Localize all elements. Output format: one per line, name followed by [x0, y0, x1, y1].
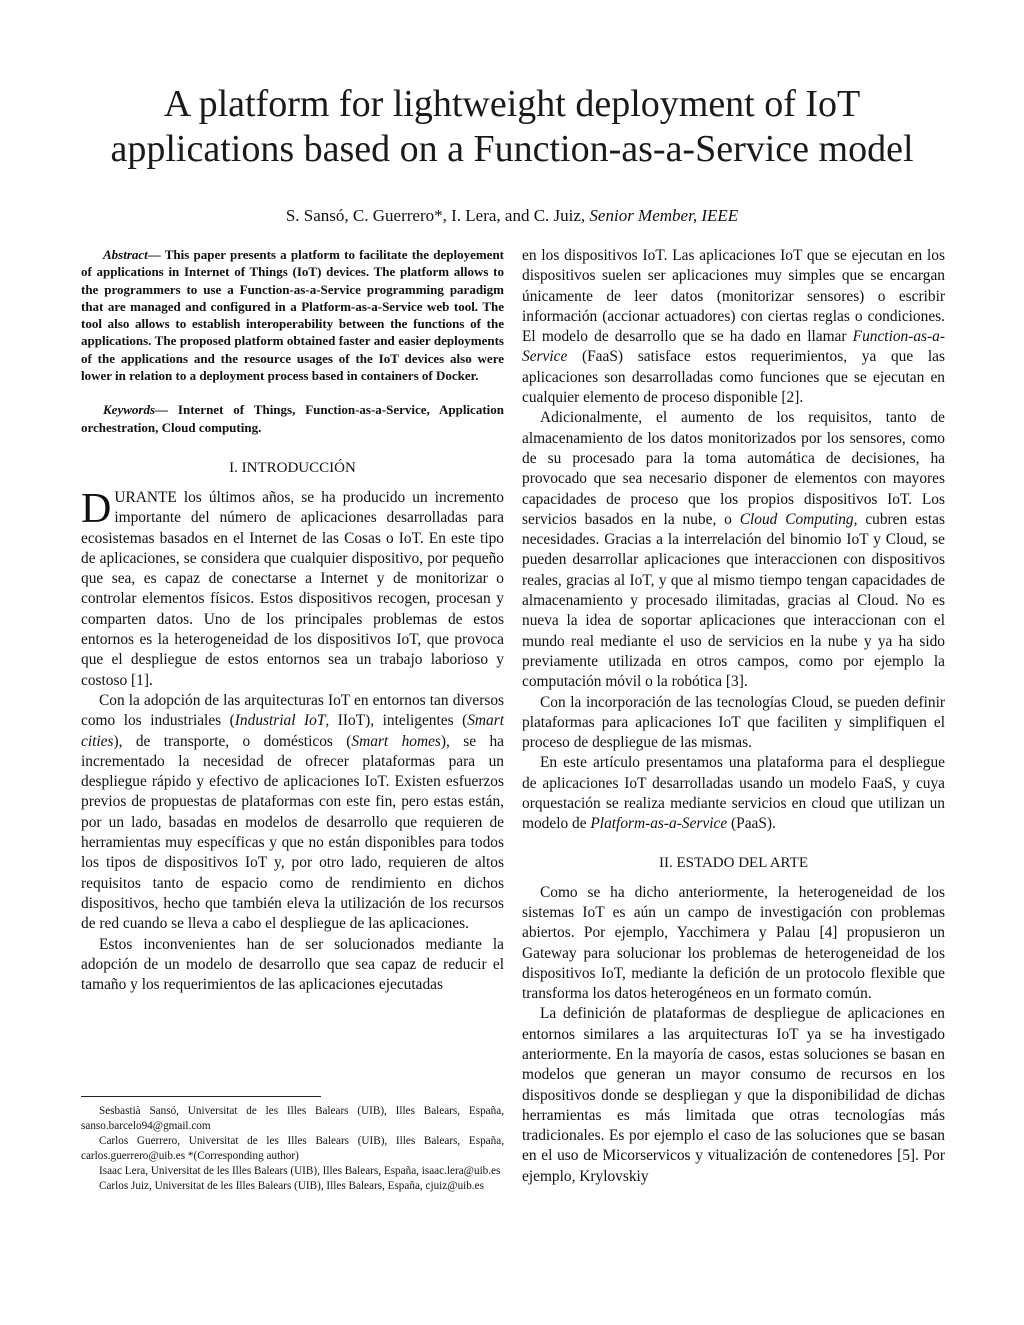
p6-text-a: En este artículo presentamos una plataforma para el despliegue de aplicaciones IoT desarrolladas usando un modelo FaaS, y cuya orquestación se realiza mediante servicios en cloud que utilizan un modelo de	[522, 754, 945, 833]
right-column	[522, 246, 945, 1187]
p2-italic-1: Industrial IoT	[234, 712, 326, 730]
p6-text-b: (PaaS).	[727, 815, 776, 833]
paper-title	[40, 82, 984, 172]
p6-italic: Platform-as-a-Service	[590, 815, 728, 833]
footnote-item: Isaac Lera, Universitat de les Illes Balears (UIB), Illes Balears, España, isaac.lera@uib.es	[99, 1165, 501, 1177]
title-line-2: applications based on a Function-as-a-Service model	[110, 128, 914, 170]
soa-paragraph-1: Como se ha dicho anteriormente, la heterogeneidad de los sistemas IoT es aún un campo de investigación con problemas abiertos. Por ejemplo, Yacchimera y Palau [4] propusieron un Gateway para solucionar los problemas de heterogeneidad de los dispositivos IoT, mediante la defición de un protocolo flexible que transforma los datos heterogéneos en un formato común.	[522, 883, 945, 1003]
p2-text-c: ), de transporte, o domésticos (	[113, 732, 352, 750]
section-heading-state-of-art: II. ESTADO DEL ARTE	[659, 854, 808, 871]
footnotes	[81, 1104, 504, 1194]
p2-text-b: , IIoT), inteligentes (	[325, 712, 468, 730]
abstract	[81, 246, 504, 384]
intro-paragraph-3-cont	[522, 246, 945, 408]
p2-italic-2: Smart cities	[81, 712, 504, 750]
p3c-text-b: (FaaS) satisface estos requerimientos, ya que las aplicaciones son desarrolladas como funciones que se ejecutan en cualquier elemento de proceso disponible [2].	[522, 348, 945, 407]
intro-paragraph-3: Estos inconvenientes han de ser solucionados mediante la adopción de un modelo de desarrollo que sea capaz de reducir el tamaño y los requerimientos de las aplicaciones ejecutadas	[81, 935, 504, 994]
footnote-item: Carlos Guerrero, Universitat de les Illes Balears (UIB), Illes Balears, España, carlos.guerrero@uib.es *(Corresponding author)	[81, 1135, 504, 1162]
intro-p1-text: URANTE los últimos años, se ha producido un incremento importante del número de aplicaciones desarrolladas para ecosistemas basados en el Internet de las Cosas o IoT. En este tipo de aplicaciones, se considera que cualquier dispositivo, por pequeño que sea, es capaz de conectarse a Internet y de monitorizar o controlar elementos físicos. Estos dispositivos recogen, procesan y comparten datos. Uno de los principales problemas de estos entornos es la heterogeneidad de los dispositivos IoT, que provoca que el despliegue de estos entornos sea un trabajo laborioso y costoso [1].	[81, 488, 504, 689]
authors-names: S. Sansó, C. Guerrero*, I. Lera, and C. Juiz,	[285, 206, 590, 225]
section-heading-intro: I. INTRODUCCIÓN	[229, 459, 356, 476]
intro-paragraph-5: Con la incorporación de las tecnologías Cloud, se pueden definir plataformas para aplicaciones IoT que faciliten y simplifiquen el proceso de despliegue de las mismas.	[522, 693, 945, 752]
abstract-text: This paper presents a platform to facilitate the deployement of applications in Internet of Things (IoT) devices. The platform allows to the programmers to use a Function-as-a-Service programming paradigm that are managed and configured in a Platform-as-a-Service web tool. The tool also allows to establish interoperability between the functions of the applications. The proposed platform obtained faster and easier deployments of the applications and the resource usages of the IoT devices also were lower in relation to a deployment process based in containers of Docker.	[81, 247, 505, 384]
abstract-dash: —	[147, 247, 165, 262]
drop-cap: D	[81, 485, 112, 532]
p3c-italic: Function-as-a-Service	[522, 328, 945, 366]
p2-text-d: ), se ha incrementado la necesidad de ofrecer plataformas para un despliegue rápido y efectivo de aplicaciones IoT. Existen esfuerzos previos de propuestas de plataformas con este fin, pero estas están, por un lado, basadas en modelos de desarrollo que requieren de herramientas muy específicas y que no están disponibles para todos los tipos de dispositivos IoT y, por otro lado, requieren de altos requisitos tanto de espacio como de rendimiento en dichos dispositivos, hecho que también eleva la utilización de los recursos de red cuando se lleva a cabo el despliegue de las aplicaciones.	[81, 732, 505, 933]
footnote-item: Sesbastià Sansó, Universitat de les Illes Balears (UIB), Illes Balears, España, sanso.barcelo94@gmail.com	[81, 1105, 504, 1132]
intro-paragraph-1	[81, 485, 504, 691]
p4-italic: Cloud Computing	[739, 510, 854, 528]
p4-text-a: Adicionalmente, el aumento de los requisitos, tanto de almacenamiento de los datos monitorizados por los sensores, como de su procesado para la toma automática de decisiones, ha provocado que sea necesario disponer de elementos con mayores capacidades de proceso que los propios dispositivos IoT. Los servicios basados en la nube, o	[522, 409, 945, 528]
intro-paragraph-2	[81, 691, 504, 935]
footnote-item: Carlos Juiz, Universitat de les Illes Balears (UIB), Illes Balears, España, cjuiz@uib.es	[99, 1180, 484, 1192]
keywords-label: Keywords	[103, 402, 155, 418]
p4-text-b: , cubren estas necesidades. Gracias a la interrelación del binomio IoT y Cloud, se pueden desarrollar aplicaciones que interaccionen con dispositivos reales, gracias al IoT, y que al mismo tiempo tengan capacidades de almacenamiento y procesado ilimitadas, gracias al Cloud. No es nueva la idea de soportar aplicaciones que interaccionan con el mundo real mediante el uso de servicios en la nube y ya ha sido previamente utilizada en otros campos, como por ejemplo la computación móvil o la robótica [3].	[522, 510, 945, 691]
left-column	[81, 246, 504, 995]
p2-italic-3: Smart homes	[351, 732, 441, 750]
keywords-text: Internet of Things, Function-as-a-Service, Application orchestration, Cloud computing.	[81, 402, 504, 435]
author-list	[60, 205, 964, 227]
keywords	[81, 401, 504, 436]
soa-paragraph-2: La definición de plataformas de despliegue de aplicaciones en entornos similares a las arquitecturas IoT ya se ha investigado anteriormente. En la mayoría de casos, estas soluciones se basan en modelos que generan un mayor consumo de recursos en los dispositivos donde se despliegan y que la disponibilidad de dichas herramientas es más limitada que otras tecnologías más tradicionales. Es por ejemplo el caso de las soluciones que se basan en el uso de Micorservicos y vitualización de contenedores [5]. Por ejemplo, Krylovskiy	[522, 1005, 945, 1185]
title-line-1: A platform for lightweight deployment of IoT	[163, 83, 861, 125]
intro-paragraph-4	[522, 408, 945, 692]
intro-paragraph-6	[522, 753, 945, 834]
p2-text-a: Con la adopción de las arquitecturas IoT en entornos tan diversos como los industriales (	[81, 691, 504, 730]
abstract-label: Abstract	[103, 247, 148, 262]
footnote-rule	[81, 1096, 321, 1097]
keywords-dash: —	[155, 402, 178, 418]
p3c-text-a: en los dispositivos IoT. Las aplicaciones IoT que se ejecutan en los dispositivos suelen ser aplicaciones muy simples que se encargan únicamente de leer datos (monitorizar sensores) o escribir información (accionar actuadores) con ciertas reglas o condiciones. El modelo de desarrollo que se ha dado en llamar	[522, 247, 945, 346]
authors-role: Senior Member, IEEE	[589, 206, 739, 225]
